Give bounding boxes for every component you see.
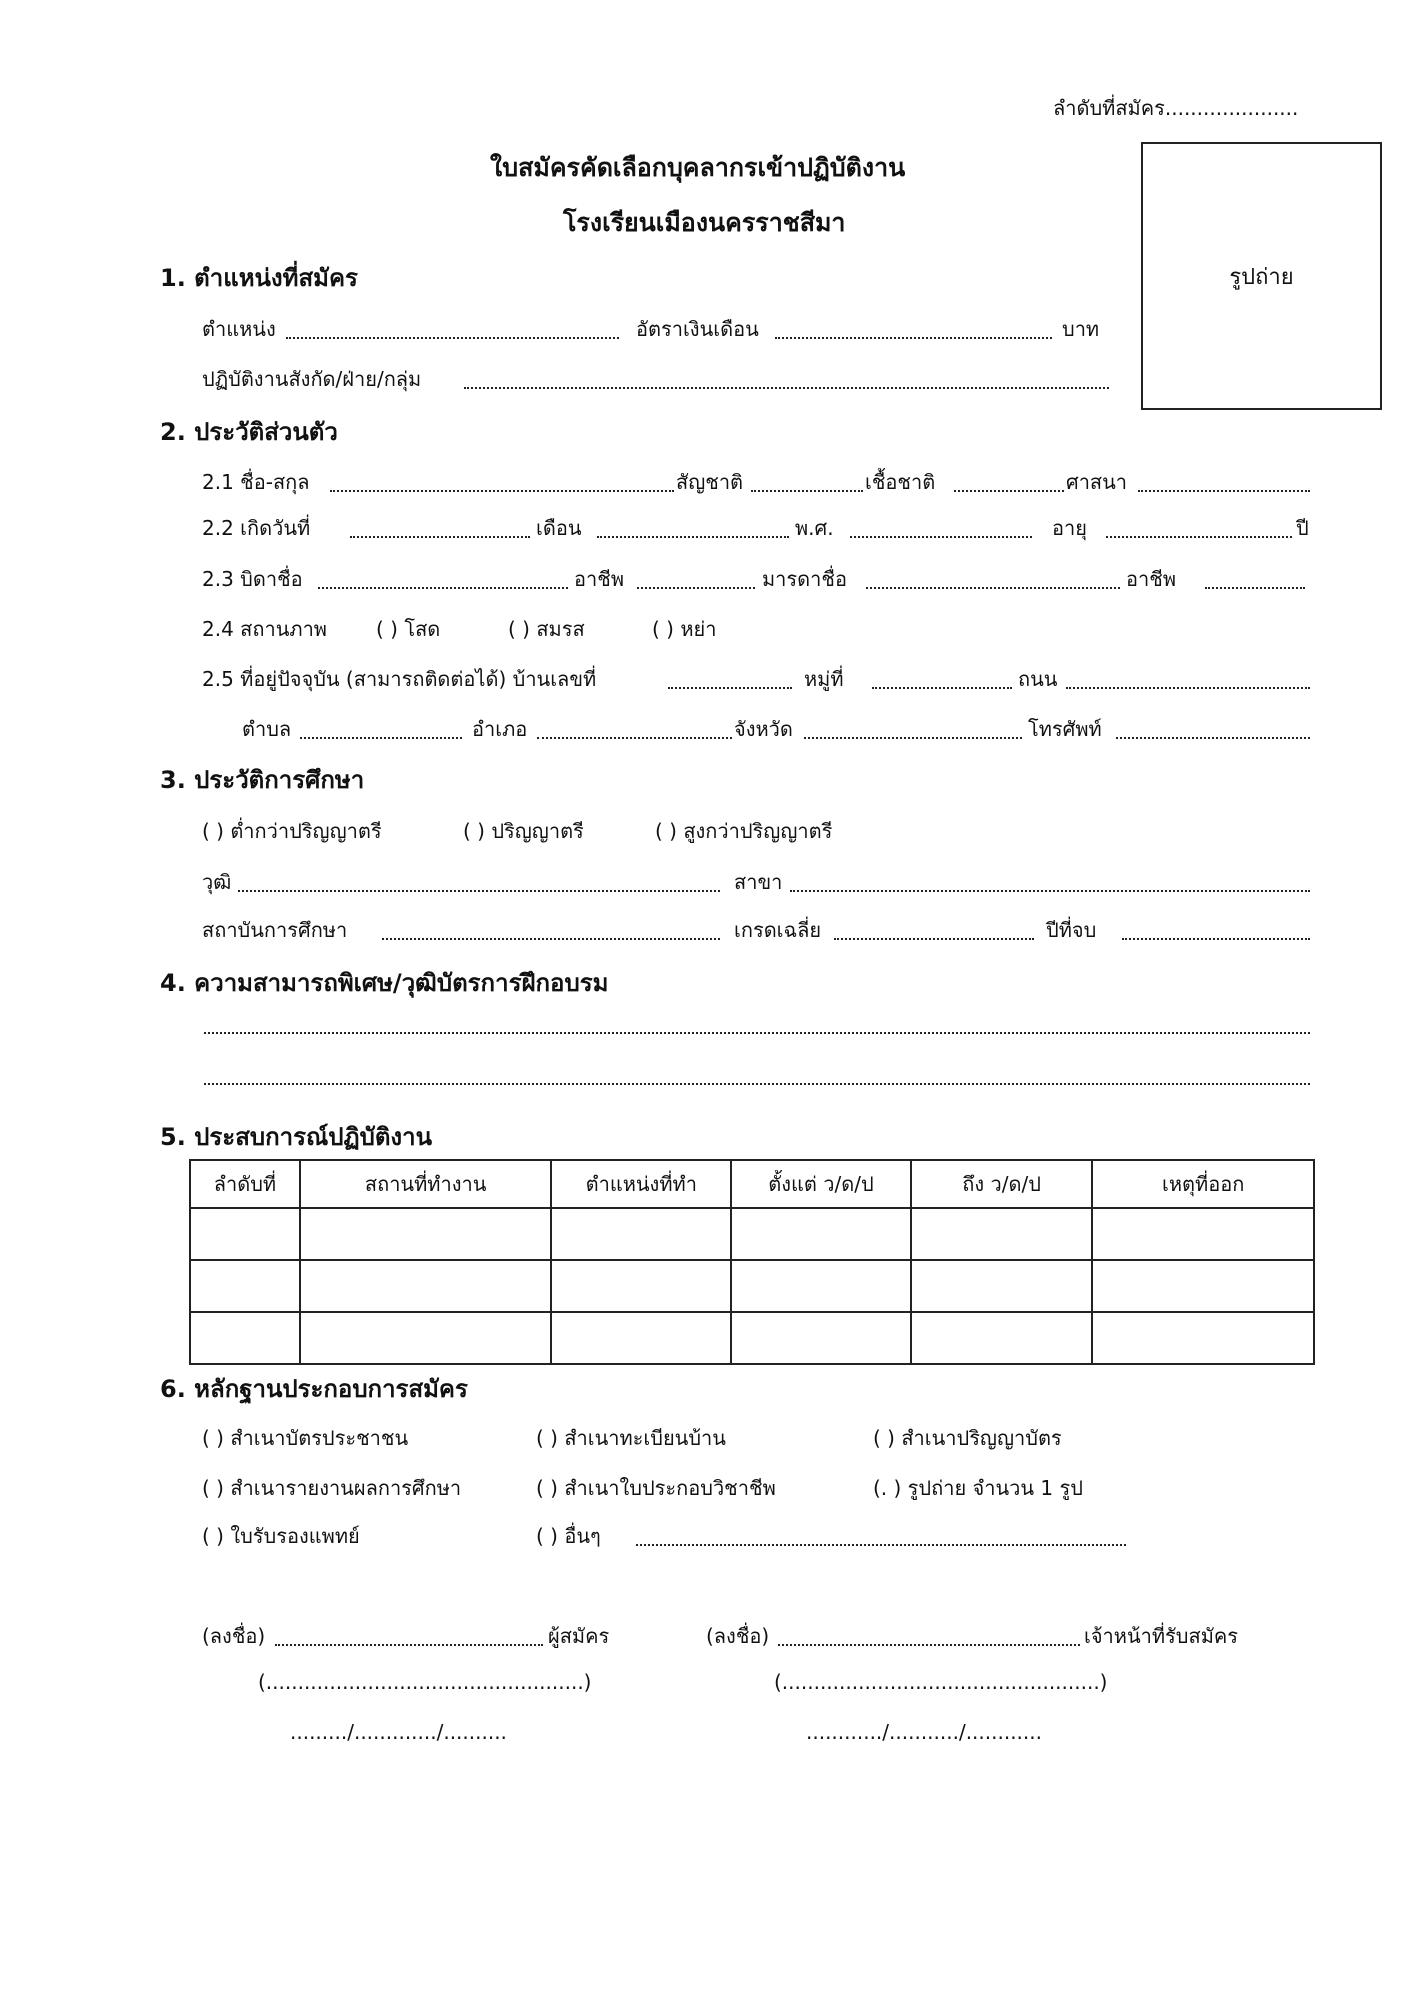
other-documents-field[interactable] <box>636 1544 1126 1546</box>
section-3-heading: 3. ประวัติการศึกษา <box>160 766 365 794</box>
race-field[interactable] <box>954 490 1064 492</box>
col-header-reason: เหตุที่ออก <box>1092 1160 1314 1208</box>
table-row <box>190 1312 1314 1364</box>
status-divorced-checkbox[interactable]: ( ) หย่า <box>652 617 717 641</box>
special-skills-line-2[interactable] <box>204 1083 1310 1085</box>
birth-month-field[interactable] <box>597 536 789 538</box>
degree-label: วุฒิ <box>202 870 232 894</box>
col-header-from-date: ตั้งแต่ ว/ด/ป <box>731 1160 911 1208</box>
road-label: ถนน <box>1018 667 1058 691</box>
officer-printed-name[interactable]: (..................................................) <box>774 1670 1108 1694</box>
officer-date[interactable]: ............/.........../............ <box>806 1720 1042 1744</box>
photo-checkbox[interactable]: (. ) รูปถ่าย จำนวน 1 รูป <box>873 1476 1083 1500</box>
father-field[interactable] <box>318 587 568 589</box>
birth-year-field[interactable] <box>850 536 1032 538</box>
section-4-heading: 4. ความสามารถพิเศษ/วุฒิบัตรการฝึกอบรม <box>160 969 609 997</box>
age-label: อายุ <box>1052 516 1087 540</box>
race-label: เชื้อชาติ <box>865 470 936 494</box>
table-cell[interactable] <box>551 1312 731 1364</box>
position-field[interactable] <box>286 337 619 339</box>
col-header-to-date: ถึง ว/ด/ป <box>911 1160 1093 1208</box>
birth-date-label: 2.2 เกิดวันที่ <box>202 516 311 540</box>
graduation-year-field[interactable] <box>1122 938 1310 940</box>
col-header-order: ลำดับที่ <box>190 1160 300 1208</box>
gpa-label: เกรดเฉลี่ย <box>734 918 822 942</box>
applicant-date[interactable]: ........./............./.......... <box>290 1720 507 1744</box>
graduation-year-label: ปีที่จบ <box>1046 918 1097 942</box>
institution-label: สถาบันการศึกษา <box>202 918 348 942</box>
father-label: 2.3 บิดาชื่อ <box>202 567 303 591</box>
work-experience-table <box>189 1159 1315 1365</box>
table-cell[interactable] <box>1092 1312 1314 1364</box>
phone-label: โทรศัพท์ <box>1028 717 1102 741</box>
moo-field[interactable] <box>872 687 1012 689</box>
table-cell[interactable] <box>551 1260 731 1312</box>
table-cell[interactable] <box>300 1312 552 1364</box>
section-5-heading: 5. ประสบการณ์ปฏิบัติงาน <box>160 1123 433 1151</box>
years-label: ปี <box>1296 516 1309 540</box>
applicant-label: ผู้สมัคร <box>548 1624 610 1648</box>
table-cell[interactable] <box>300 1260 552 1312</box>
nationality-field[interactable] <box>751 490 863 492</box>
table-cell[interactable] <box>731 1260 911 1312</box>
applicant-number-label: ลำดับที่สมัคร..................... <box>1053 96 1299 120</box>
above-bachelor-checkbox[interactable]: ( ) สูงกว่าปริญญาตรี <box>655 819 833 843</box>
bachelor-checkbox[interactable]: ( ) ปริญญาตรี <box>463 819 584 843</box>
baht-label: บาท <box>1062 317 1100 341</box>
applicant-printed-name[interactable]: (..................................................) <box>258 1670 592 1694</box>
position-label: ตำแหน่ง <box>202 317 276 341</box>
gpa-field[interactable] <box>834 938 1034 940</box>
father-occupation-field[interactable] <box>637 587 755 589</box>
religion-label: ศาสนา <box>1066 470 1128 494</box>
degree-field[interactable] <box>238 890 720 892</box>
diploma-checkbox[interactable]: ( ) สำเนาปริญญาบัตร <box>873 1426 1062 1450</box>
status-married-checkbox[interactable]: ( ) สมรส <box>508 617 585 641</box>
road-field[interactable] <box>1066 687 1310 689</box>
nationality-label: สัญชาติ <box>676 470 744 494</box>
salary-field[interactable] <box>775 337 1052 339</box>
moo-label: หมู่ที่ <box>804 667 844 691</box>
name-field[interactable] <box>330 490 674 492</box>
phone-field[interactable] <box>1116 737 1310 739</box>
section-2-heading: 2. ประวัติส่วนตัว <box>160 418 338 446</box>
name-label: 2.1 ชื่อ-สกุล <box>202 470 310 494</box>
department-label: ปฏิบัติงานสังกัด/ฝ่าย/กลุ่ม <box>202 367 422 391</box>
salary-label: อัตราเงินเดือน <box>636 317 759 341</box>
mother-occupation-field[interactable] <box>1205 587 1305 589</box>
medical-certificate-checkbox[interactable]: ( ) ใบรับรองแพทย์ <box>202 1524 360 1548</box>
mother-occupation-label: อาชีพ <box>1126 567 1176 591</box>
table-cell[interactable] <box>911 1312 1093 1364</box>
department-field[interactable] <box>464 387 1109 389</box>
birth-day-field[interactable] <box>350 536 530 538</box>
age-field[interactable] <box>1106 536 1292 538</box>
tambon-label: ตำบล <box>242 717 292 741</box>
officer-signature-field[interactable] <box>778 1644 1080 1646</box>
father-occupation-label: อาชีพ <box>574 567 624 591</box>
table-cell[interactable] <box>911 1208 1093 1260</box>
section-1-heading: 1. ตำแหน่งที่สมัคร <box>160 264 358 292</box>
table-cell[interactable] <box>731 1208 911 1260</box>
table-cell[interactable] <box>1092 1208 1314 1260</box>
photo-label: รูปถ่าย <box>1229 265 1294 290</box>
table-cell[interactable] <box>300 1208 552 1260</box>
table-cell[interactable] <box>551 1208 731 1260</box>
applicant-sign-label: (ลงชื่อ) <box>202 1624 266 1648</box>
tambon-field[interactable] <box>300 737 462 739</box>
col-header-position: ตำแหน่งที่ทำ <box>551 1160 731 1208</box>
col-header-workplace: สถานที่ทำงาน <box>300 1160 552 1208</box>
status-single-checkbox[interactable]: ( ) โสด <box>376 617 441 641</box>
house-registration-checkbox[interactable]: ( ) สำเนาทะเบียนบ้าน <box>536 1426 726 1450</box>
table-row <box>190 1260 1314 1312</box>
transcript-checkbox[interactable]: ( ) สำเนารายงานผลการศึกษา <box>202 1476 462 1500</box>
major-label: สาขา <box>734 870 783 894</box>
id-card-checkbox[interactable]: ( ) สำเนาบัตรประชาชน <box>202 1426 409 1450</box>
special-skills-line-1[interactable] <box>204 1032 1310 1034</box>
province-field[interactable] <box>804 737 1022 739</box>
professional-license-checkbox[interactable]: ( ) สำเนาใบประกอบวิชาชีพ <box>536 1476 776 1500</box>
birth-year-label: พ.ศ. <box>795 516 834 540</box>
school-name: โรงเรียนเมืองนครราชสีมา <box>563 208 846 237</box>
table-row <box>190 1208 1314 1260</box>
table-cell[interactable] <box>911 1260 1093 1312</box>
table-cell[interactable] <box>731 1312 911 1364</box>
amphoe-field[interactable] <box>537 737 732 739</box>
province-label: จังหวัด <box>734 717 793 741</box>
form-title: ใบสมัครคัดเลือกบุคลากรเข้าปฏิบัติงาน <box>490 153 906 182</box>
applicant-signature-field[interactable] <box>275 1644 543 1646</box>
photo-box[interactable] <box>1141 142 1382 410</box>
mother-field[interactable] <box>866 587 1120 589</box>
address-label: 2.5 ที่อยู่ปัจจุบัน (สามารถติดต่อได้) บ้านเลขที่ <box>202 667 597 691</box>
birth-month-label: เดือน <box>536 516 582 540</box>
amphoe-label: อำเภอ <box>472 717 528 741</box>
major-field[interactable] <box>790 890 1310 892</box>
table-header-row <box>190 1160 1314 1208</box>
table-cell[interactable] <box>190 1208 300 1260</box>
officer-label: เจ้าหน้าที่รับสมัคร <box>1084 1624 1239 1648</box>
religion-field[interactable] <box>1138 490 1310 492</box>
table-cell[interactable] <box>190 1312 300 1364</box>
institution-field[interactable] <box>382 938 720 940</box>
below-bachelor-checkbox[interactable]: ( ) ต่ำกว่าปริญญาตรี <box>202 819 382 843</box>
section-6-heading: 6. หลักฐานประกอบการสมัคร <box>160 1375 468 1403</box>
table-cell[interactable] <box>190 1260 300 1312</box>
officer-sign-label: (ลงชื่อ) <box>706 1624 770 1648</box>
other-documents-checkbox[interactable]: ( ) อื่นๆ <box>536 1524 601 1548</box>
mother-label: มารดาชื่อ <box>762 567 847 591</box>
marital-status-label: 2.4 สถานภาพ <box>202 617 327 641</box>
house-number-field[interactable] <box>668 687 792 689</box>
table-cell[interactable] <box>1092 1260 1314 1312</box>
